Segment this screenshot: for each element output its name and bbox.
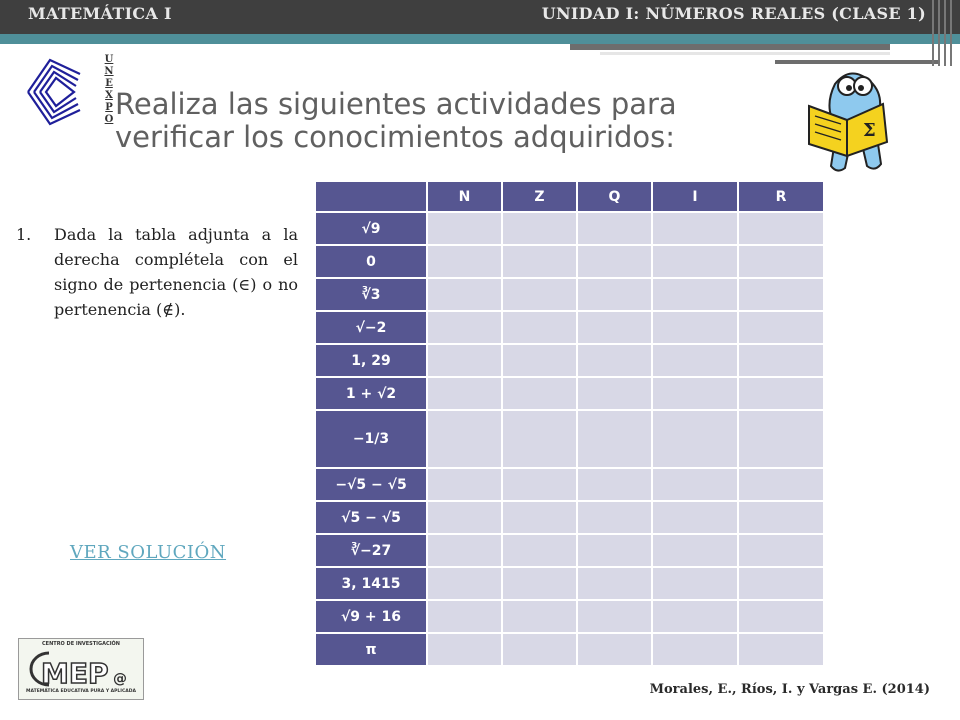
title-line-1: Realiza las siguientes actividades para (115, 87, 677, 121)
row-label: 0 (316, 246, 426, 277)
answer-cell[interactable] (739, 345, 823, 376)
answer-cell[interactable] (503, 345, 576, 376)
column-header-q: Q (578, 182, 651, 211)
table-row (316, 502, 823, 533)
unexpo-logo (20, 52, 100, 132)
decorative-strip (600, 52, 890, 55)
answer-cell[interactable] (578, 213, 651, 244)
answer-cell[interactable] (739, 312, 823, 343)
answer-cell[interactable] (739, 246, 823, 277)
answer-cell[interactable] (503, 246, 576, 277)
answer-cell[interactable] (503, 378, 576, 409)
decorative-bars (932, 0, 952, 66)
answer-cell[interactable] (578, 502, 651, 533)
answer-cell[interactable] (739, 535, 823, 566)
answer-cell[interactable] (653, 213, 737, 244)
row-label: √9 + 16 (316, 601, 426, 632)
row-label: −√5 − √5 (316, 469, 426, 500)
row-label: √−2 (316, 312, 426, 343)
table-row (316, 601, 823, 632)
row-label: ∛−27 (316, 535, 426, 566)
answer-cell[interactable] (503, 634, 576, 665)
answer-cell[interactable] (653, 378, 737, 409)
table-row (316, 213, 823, 244)
credits: Morales, E., Ríos, I. y Vargas E. (2014) (649, 682, 930, 697)
answer-cell[interactable] (653, 246, 737, 277)
answer-cell[interactable] (428, 535, 501, 566)
page-title (115, 88, 755, 154)
table-row (316, 634, 823, 665)
answer-cell[interactable] (653, 502, 737, 533)
answer-cell[interactable] (578, 279, 651, 310)
answer-cell[interactable] (578, 634, 651, 665)
decorative-strip (570, 44, 890, 50)
answer-cell[interactable] (739, 469, 823, 500)
unexpo-letters: U N E X P O (104, 54, 114, 125)
answer-cell[interactable] (578, 601, 651, 632)
table-row (316, 378, 823, 409)
answer-cell[interactable] (578, 378, 651, 409)
answer-cell[interactable] (428, 345, 501, 376)
column-header-z: Z (503, 182, 576, 211)
answer-cell[interactable] (503, 535, 576, 566)
answer-cell[interactable] (428, 601, 501, 632)
svg-text:Σ: Σ (863, 120, 876, 141)
banner-accent-stripe (0, 34, 960, 44)
answer-cell[interactable] (428, 411, 501, 467)
svg-text:MEP: MEP (41, 657, 109, 689)
row-label: √5 − √5 (316, 502, 426, 533)
exercise-question (16, 222, 298, 322)
mep-logo: CENTRO DE INVESTIGACIÓN MEP @ MATEMÁTICA EDUCATIVA PURA Y APLICADA (18, 638, 144, 700)
unit-title: UNIDAD I: NÚMEROS REALES (CLASE 1) (541, 4, 926, 23)
answer-cell[interactable] (428, 213, 501, 244)
answer-cell[interactable] (428, 312, 501, 343)
answer-cell[interactable] (578, 312, 651, 343)
table-row (316, 469, 823, 500)
answer-cell[interactable] (653, 601, 737, 632)
answer-cell[interactable] (503, 502, 576, 533)
answer-cell[interactable] (503, 469, 576, 500)
view-solution-link[interactable]: VER SOLUCIÓN (70, 542, 227, 563)
svg-text:@: @ (113, 671, 127, 687)
row-label: ∛3 (316, 279, 426, 310)
table-row (316, 279, 823, 310)
answer-cell[interactable] (578, 246, 651, 277)
row-label: 1 + √2 (316, 378, 426, 409)
answer-cell[interactable] (739, 279, 823, 310)
answer-cell[interactable] (739, 411, 823, 467)
answer-cell[interactable] (428, 378, 501, 409)
answer-cell[interactable] (739, 502, 823, 533)
answer-cell[interactable] (503, 601, 576, 632)
table-row (316, 568, 823, 599)
table-row (316, 246, 823, 277)
answer-cell[interactable] (503, 411, 576, 467)
table-header-row (316, 182, 823, 211)
answer-cell[interactable] (739, 601, 823, 632)
mascot-reading-book-icon (795, 64, 907, 176)
answer-cell[interactable] (653, 535, 737, 566)
table-row (316, 312, 823, 343)
table-row (316, 535, 823, 566)
question-text: Dada la tabla adjunta a la derecha complétela con el signo de pertenencia (∈) o no pertenencia (∉). (54, 225, 298, 319)
answer-cell[interactable] (739, 378, 823, 409)
answer-cell[interactable] (653, 469, 737, 500)
question-number: 1. (16, 225, 32, 244)
answer-cell[interactable] (578, 469, 651, 500)
answer-cell[interactable] (578, 568, 651, 599)
answer-cell[interactable] (653, 279, 737, 310)
answer-cell[interactable] (653, 411, 737, 467)
answer-cell[interactable] (653, 312, 737, 343)
row-label: 3, 1415 (316, 568, 426, 599)
membership-table (314, 180, 825, 667)
answer-cell[interactable] (428, 246, 501, 277)
column-header-r: R (739, 182, 823, 211)
answer-cell[interactable] (503, 312, 576, 343)
answer-cell[interactable] (428, 502, 501, 533)
answer-cell[interactable] (739, 568, 823, 599)
column-header-i: I (653, 182, 737, 211)
mep-logo-mark (27, 649, 135, 689)
row-label: π (316, 634, 426, 665)
course-title: MATEMÁTICA I (28, 4, 172, 23)
answer-cell[interactable] (653, 568, 737, 599)
row-label: −1/3 (316, 411, 426, 467)
answer-cell[interactable] (653, 345, 737, 376)
answer-cell[interactable] (578, 535, 651, 566)
row-label: √9 (316, 213, 426, 244)
answer-cell[interactable] (739, 213, 823, 244)
answer-cell[interactable] (653, 634, 737, 665)
table-row (316, 345, 823, 376)
answer-cell[interactable] (428, 568, 501, 599)
answer-cell[interactable] (503, 568, 576, 599)
column-header-n: N (428, 182, 501, 211)
answer-cell[interactable] (739, 634, 823, 665)
top-banner (0, 0, 960, 34)
answer-cell[interactable] (428, 279, 501, 310)
answer-cell[interactable] (578, 345, 651, 376)
answer-cell[interactable] (428, 634, 501, 665)
table-row (316, 411, 823, 467)
column-header-empty (316, 182, 426, 211)
answer-cell[interactable] (578, 411, 651, 467)
answer-cell[interactable] (503, 279, 576, 310)
row-label: 1, 29 (316, 345, 426, 376)
answer-cell[interactable] (503, 213, 576, 244)
answer-cell[interactable] (428, 469, 501, 500)
title-line-2: verificar los conocimientos adquiridos: (115, 120, 676, 154)
